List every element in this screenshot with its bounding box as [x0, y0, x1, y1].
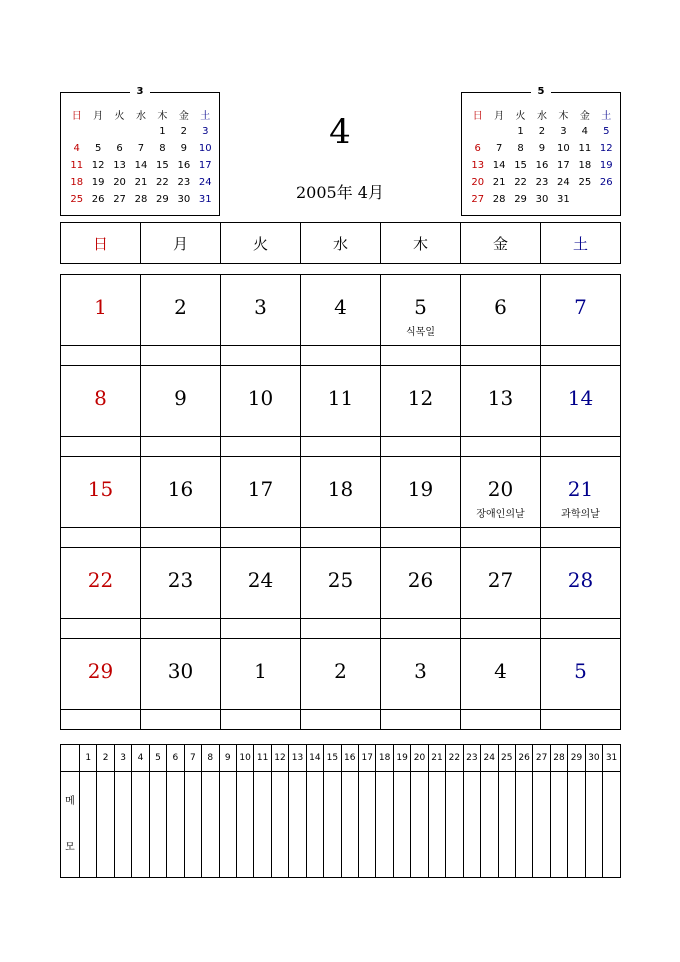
- note-strip[interactable]: [381, 346, 461, 366]
- mini-day: 21: [492, 177, 506, 188]
- memo-cell[interactable]: [341, 772, 358, 878]
- memo-cell[interactable]: [97, 772, 114, 878]
- mini-weekday: 土: [601, 111, 612, 122]
- mini-calendar-next: [461, 86, 621, 216]
- memo-day-label: 28: [550, 745, 567, 772]
- note-strip[interactable]: [461, 346, 541, 366]
- day-number: 3: [254, 295, 267, 319]
- memo-day-label: 21: [428, 745, 445, 772]
- day-number: 28: [567, 568, 594, 592]
- note-strip[interactable]: [221, 346, 301, 366]
- mini-day: 9: [538, 143, 546, 154]
- mini-day: 25: [70, 194, 84, 205]
- day-cell[interactable]: [301, 457, 381, 528]
- memo-day-label: 7: [184, 745, 201, 772]
- mini-weekday: 月: [494, 111, 505, 122]
- memo-day-label: 22: [446, 745, 463, 772]
- memo-cell[interactable]: [603, 772, 621, 878]
- memo-cell[interactable]: [428, 772, 445, 878]
- day-cell[interactable]: [221, 457, 301, 528]
- day-number: 2: [334, 659, 347, 683]
- day-number: 25: [327, 568, 354, 592]
- note-strip[interactable]: [61, 528, 141, 548]
- mini-day: 15: [156, 160, 169, 171]
- memo-cell[interactable]: [463, 772, 480, 878]
- memo-day-label: 8: [202, 745, 219, 772]
- holiday-note: 장애인의날: [476, 509, 525, 520]
- note-strip[interactable]: [461, 437, 541, 457]
- mini-weekday: 金: [579, 111, 590, 122]
- month-grid: [60, 274, 621, 730]
- day-cell[interactable]: [461, 639, 541, 710]
- note-strip[interactable]: [61, 437, 141, 457]
- day-number: 4: [494, 659, 507, 683]
- memo-day-label: 27: [533, 745, 550, 772]
- note-strip[interactable]: [541, 437, 621, 457]
- memo-day-label: 1: [80, 745, 97, 772]
- memo-cell[interactable]: [585, 772, 602, 878]
- memo-cell[interactable]: [114, 772, 131, 878]
- mini-day: 15: [514, 160, 527, 171]
- note-strip[interactable]: [221, 619, 301, 639]
- memo-cell[interactable]: [411, 772, 428, 878]
- mini-day: 19: [599, 160, 613, 171]
- mini-day: 12: [599, 143, 613, 154]
- day-cell[interactable]: [461, 548, 541, 619]
- mini-day: 18: [578, 160, 592, 171]
- day-cell[interactable]: [141, 366, 221, 437]
- mini-day: 31: [198, 194, 212, 205]
- month-number: 4: [329, 112, 351, 152]
- day-number: 9: [174, 386, 187, 410]
- day-number: 16: [167, 477, 194, 501]
- note-strip[interactable]: [221, 710, 301, 730]
- mini-day: 9: [180, 143, 187, 154]
- memo-day-label: 9: [219, 745, 236, 772]
- day-number: 23: [167, 568, 194, 592]
- day-cell[interactable]: [461, 275, 541, 346]
- mini-day: 17: [198, 160, 212, 171]
- note-strip[interactable]: [301, 710, 381, 730]
- note-strip[interactable]: [541, 619, 621, 639]
- day-cell[interactable]: [221, 366, 301, 437]
- day-number: 6: [494, 295, 507, 319]
- mini-day: [109, 123, 130, 140]
- mini-day: 2: [180, 126, 187, 137]
- memo-cell[interactable]: [324, 772, 341, 878]
- note-strip[interactable]: [461, 710, 541, 730]
- day-cell[interactable]: [381, 275, 461, 346]
- holiday-note: 식목일: [406, 327, 435, 338]
- day-cell[interactable]: [221, 275, 301, 346]
- memo-day-label: 3: [114, 745, 131, 772]
- day-number: 18: [327, 477, 354, 501]
- day-number: 26: [407, 568, 434, 592]
- day-cell[interactable]: [141, 457, 221, 528]
- mini-day: 7: [495, 143, 503, 154]
- mini-table: [66, 106, 216, 208]
- mini-day: 31: [557, 194, 570, 205]
- mini-day: 4: [73, 143, 80, 154]
- mini-day: 13: [113, 160, 126, 171]
- note-strip[interactable]: [381, 619, 461, 639]
- mini-day: 10: [198, 143, 212, 154]
- weekday-label: 木: [381, 223, 461, 263]
- memo-day-label: 30: [585, 745, 602, 772]
- day-cell[interactable]: [61, 639, 141, 710]
- note-strip[interactable]: [381, 710, 461, 730]
- mini-weekday: 火: [114, 111, 125, 122]
- memo-day-label: 18: [376, 745, 393, 772]
- weekday-label: 金: [461, 223, 541, 263]
- memo-day-label: 29: [568, 745, 585, 772]
- mini-weekday: 日: [71, 111, 82, 122]
- mini-calendar-prev: [60, 86, 220, 216]
- note-strip[interactable]: [381, 528, 461, 548]
- mini-weekday: 月: [93, 111, 104, 122]
- memo-day-label: 23: [463, 745, 480, 772]
- weekday-label: 火: [221, 223, 301, 263]
- memo-day-label: 19: [393, 745, 410, 772]
- note-strip[interactable]: [141, 346, 221, 366]
- mini-table: [467, 106, 617, 208]
- day-cell[interactable]: [381, 548, 461, 619]
- memo-cell[interactable]: [306, 772, 323, 878]
- mini-day: 5: [94, 143, 102, 154]
- note-strip[interactable]: [301, 437, 381, 457]
- mini-day: 28: [134, 194, 148, 205]
- mini-day: 27: [113, 194, 126, 205]
- day-number: 5: [574, 659, 587, 683]
- note-strip[interactable]: [61, 346, 141, 366]
- mini-day: 11: [70, 160, 84, 171]
- weekday-header: [60, 222, 621, 264]
- memo-day-label: 11: [254, 745, 271, 772]
- memo-label-bottom: 모: [65, 841, 75, 853]
- day-number: 24: [247, 568, 274, 592]
- day-number: 22: [87, 568, 114, 592]
- mini-day: 10: [557, 143, 570, 154]
- mini-day: 25: [578, 177, 592, 188]
- memo-cell[interactable]: [550, 772, 567, 878]
- note-strip[interactable]: [301, 346, 381, 366]
- memo-day-label: 2: [97, 745, 114, 772]
- mini-day: 24: [198, 177, 212, 188]
- memo-cell[interactable]: [80, 772, 97, 878]
- day-cell[interactable]: [381, 639, 461, 710]
- memo-day-label: 13: [289, 745, 306, 772]
- mini-weekday: 木: [558, 111, 569, 122]
- mini-day: 7: [137, 143, 145, 154]
- day-number: 21: [567, 477, 594, 501]
- day-cell[interactable]: [381, 457, 461, 528]
- day-number: 4: [334, 295, 347, 319]
- mini-day: 26: [599, 177, 613, 188]
- mini-day: 29: [156, 194, 169, 205]
- day-cell[interactable]: [381, 366, 461, 437]
- day-cell[interactable]: [541, 275, 621, 346]
- note-strip[interactable]: [541, 528, 621, 548]
- note-strip[interactable]: [61, 619, 141, 639]
- day-cell[interactable]: [301, 275, 381, 346]
- mini-day: 6: [474, 143, 481, 154]
- mini-day: [87, 123, 108, 140]
- mini-day: 19: [91, 177, 105, 188]
- memo-cell[interactable]: [515, 772, 532, 878]
- memo-cell[interactable]: [533, 772, 550, 878]
- memo-day-label: 5: [149, 745, 166, 772]
- memo-table: [60, 744, 621, 878]
- note-strip[interactable]: [301, 619, 381, 639]
- mini-day: 27: [471, 194, 485, 205]
- note-strip[interactable]: [61, 710, 141, 730]
- mini-weekday: 水: [536, 111, 547, 122]
- day-cell[interactable]: [541, 366, 621, 437]
- mini-day: 2: [538, 126, 546, 137]
- mini-day: 26: [91, 194, 105, 205]
- note-strip[interactable]: [541, 710, 621, 730]
- day-number: 10: [247, 386, 274, 410]
- memo-day-label: 14: [306, 745, 323, 772]
- mini-day: [488, 123, 509, 140]
- day-cell[interactable]: [61, 366, 141, 437]
- mini-day: 16: [177, 160, 191, 171]
- mini-day: 13: [471, 160, 485, 171]
- day-cell[interactable]: [61, 457, 141, 528]
- mini-day: 8: [159, 143, 166, 154]
- memo-day-label: 24: [481, 745, 498, 772]
- memo-day-label: 31: [603, 745, 621, 772]
- day-number: 20: [487, 477, 514, 501]
- memo-cell[interactable]: [149, 772, 166, 878]
- mini-day: 11: [578, 143, 592, 154]
- mini-day: 24: [557, 177, 570, 188]
- memo-cell[interactable]: [271, 772, 288, 878]
- mini-day: 3: [202, 126, 209, 137]
- mini-day: [130, 123, 151, 140]
- mini-day: 21: [134, 177, 148, 188]
- memo-corner: [61, 745, 80, 772]
- weekday-label: 日: [61, 223, 141, 263]
- holiday-note: 과학의날: [561, 509, 600, 520]
- day-cell[interactable]: [221, 548, 301, 619]
- memo-cell[interactable]: [446, 772, 463, 878]
- note-strip[interactable]: [301, 528, 381, 548]
- day-number: 17: [247, 477, 274, 501]
- mini-day: 1: [159, 126, 166, 137]
- day-cell[interactable]: [141, 275, 221, 346]
- mini-day: 14: [492, 160, 506, 171]
- mini-day: 29: [514, 194, 527, 205]
- mini-day: 12: [91, 160, 105, 171]
- memo-cell[interactable]: [289, 772, 306, 878]
- memo-cell[interactable]: [254, 772, 271, 878]
- memo-cell[interactable]: [132, 772, 149, 878]
- note-strip[interactable]: [141, 710, 221, 730]
- day-number: 29: [87, 659, 114, 683]
- note-strip[interactable]: [541, 346, 621, 366]
- day-number: 1: [254, 659, 267, 683]
- mini-day: 1: [517, 126, 524, 137]
- memo-day-label: 12: [271, 745, 288, 772]
- day-number: 11: [327, 386, 354, 410]
- mini-day: [574, 191, 595, 208]
- mini-weekday: 日: [472, 111, 483, 122]
- memo-day-label: 26: [515, 745, 532, 772]
- memo-cell[interactable]: [236, 772, 253, 878]
- mini-day: [66, 123, 87, 140]
- note-strip[interactable]: [221, 528, 301, 548]
- mini-day: 17: [557, 160, 570, 171]
- mini-weekday: 金: [178, 111, 189, 122]
- memo-cell[interactable]: [359, 772, 376, 878]
- mini-day: 3: [560, 126, 567, 137]
- day-cell[interactable]: [221, 639, 301, 710]
- mini-day: 8: [517, 143, 524, 154]
- day-cell[interactable]: [301, 639, 381, 710]
- memo-cell[interactable]: [184, 772, 201, 878]
- day-cell[interactable]: [541, 457, 621, 528]
- day-cell[interactable]: [541, 548, 621, 619]
- weekday-label: 水: [301, 223, 381, 263]
- mini-day: 20: [471, 177, 485, 188]
- memo-cell[interactable]: [219, 772, 236, 878]
- weekday-label: 月: [141, 223, 221, 263]
- memo-cell[interactable]: [167, 772, 184, 878]
- day-number: 15: [87, 477, 114, 501]
- memo-cell[interactable]: [568, 772, 585, 878]
- mini-day: 23: [177, 177, 191, 188]
- mini-day: 6: [116, 143, 123, 154]
- mini-day: 4: [581, 126, 588, 137]
- mini-weekday: 水: [135, 111, 146, 122]
- memo-day-label: 17: [359, 745, 376, 772]
- day-number: 2: [174, 295, 187, 319]
- day-cell[interactable]: [461, 457, 541, 528]
- mini-day: 18: [70, 177, 84, 188]
- day-number: 30: [167, 659, 194, 683]
- day-number: 3: [414, 659, 427, 683]
- mini-day: 23: [535, 177, 549, 188]
- mini-day: 30: [177, 194, 191, 205]
- memo-label-top: 메: [65, 795, 75, 807]
- day-number: 27: [487, 568, 514, 592]
- mini-day: 22: [514, 177, 527, 188]
- mini-day: 16: [535, 160, 549, 171]
- day-number: 1: [94, 295, 107, 319]
- day-cell[interactable]: [461, 366, 541, 437]
- mini-month-label: 3: [136, 86, 144, 97]
- day-number: 13: [487, 386, 514, 410]
- memo-cell[interactable]: [376, 772, 393, 878]
- mini-day: [467, 123, 488, 140]
- day-number: 19: [407, 477, 434, 501]
- note-strip[interactable]: [221, 437, 301, 457]
- day-cell[interactable]: [141, 639, 221, 710]
- mini-day: 14: [134, 160, 148, 171]
- mini-day: [596, 191, 617, 208]
- mini-day: 22: [156, 177, 169, 188]
- memo-day-label: 20: [411, 745, 428, 772]
- day-cell[interactable]: [61, 275, 141, 346]
- mini-weekday: 木: [157, 111, 168, 122]
- mini-weekday: 土: [200, 111, 211, 122]
- day-cell[interactable]: [541, 639, 621, 710]
- note-strip[interactable]: [381, 437, 461, 457]
- memo-cell[interactable]: [481, 772, 498, 878]
- day-cell[interactable]: [301, 548, 381, 619]
- mini-day: 28: [492, 194, 506, 205]
- day-number: 7: [574, 295, 587, 319]
- memo-cell[interactable]: [393, 772, 410, 878]
- memo-day-label: 15: [324, 745, 341, 772]
- mini-day: 20: [113, 177, 126, 188]
- day-number: 5: [414, 295, 427, 319]
- memo-day-label: 6: [167, 745, 184, 772]
- memo-day-label: 4: [132, 745, 149, 772]
- note-strip[interactable]: [461, 528, 541, 548]
- memo-day-label: 16: [341, 745, 358, 772]
- note-strip[interactable]: [141, 528, 221, 548]
- day-cell[interactable]: [61, 548, 141, 619]
- memo-day-label: 25: [498, 745, 515, 772]
- mini-day: 30: [535, 194, 549, 205]
- day-cell[interactable]: [141, 548, 221, 619]
- note-strip[interactable]: [141, 619, 221, 639]
- day-cell[interactable]: [301, 366, 381, 437]
- mini-weekday: 火: [515, 111, 526, 122]
- memo-day-label: 10: [236, 745, 253, 772]
- day-number: 14: [567, 386, 594, 410]
- weekday-label: 土: [572, 234, 588, 253]
- mini-day: 5: [603, 126, 610, 137]
- note-strip[interactable]: [461, 619, 541, 639]
- note-strip[interactable]: [141, 437, 221, 457]
- memo-cell[interactable]: [498, 772, 515, 878]
- year-month-subtitle: 2005年 4月: [296, 183, 384, 202]
- day-number: 8: [94, 386, 107, 410]
- day-number: 12: [407, 386, 434, 410]
- memo-label: [61, 772, 80, 878]
- memo-cell[interactable]: [202, 772, 219, 878]
- mini-month-label: 5: [537, 86, 545, 97]
